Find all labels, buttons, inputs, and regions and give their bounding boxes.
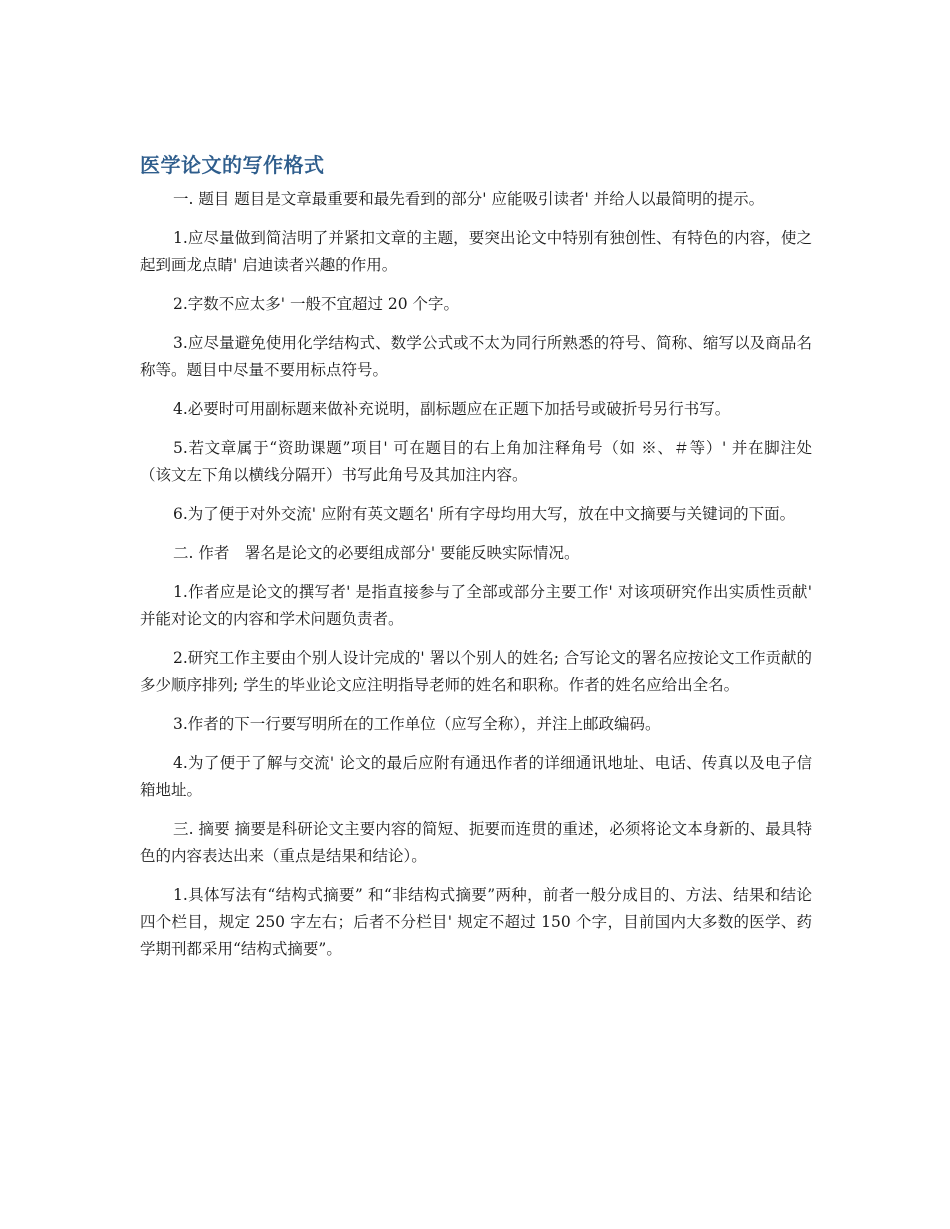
paragraph: 1.作者应是论文的撰写者' 是指直接参与了全部或部分主要工作' 对该项研究作出实质性贡献' 并能对论文的内容和学术问题负责者。	[140, 583, 812, 628]
paragraph: 3.应尽量避免使用化学结构式、数学公式或不太为同行所熟悉的符号、简称、缩写以及商品名称等。题目中尽量不要用标点符号。	[140, 334, 812, 379]
paragraph-section-3-intro: 三. 摘要 摘要是科研论文主要内容的简短、扼要而连贯的重述，必须将论文本身新的、最具特色的内容表达出来（重点是结果和结论）。	[140, 820, 812, 865]
document-title: 医学论文的写作格式	[140, 153, 325, 177]
paragraph: 2.字数不应太多' 一般不宜超过 20 个字。	[173, 295, 460, 313]
paragraph: 3.作者的下一行要写明所在的工作单位（应写全称），并注上邮政编码。	[173, 715, 661, 733]
paragraph-section-2-intro: 二. 作者 署名是论文的必要组成部分' 要能反映实际情况。	[173, 544, 580, 562]
paragraph: 5.若文章属于“资助课题”项目' 可在题目的右上角加注释角号（如 ※、＃等）' 并在脚注处（该文左下角以横线分隔开）书写此角号及其加注内容。	[140, 439, 812, 484]
paragraph-section-1-intro: 一. 题目 题目是文章最重要和最先看到的部分' 应能吸引读者' 并给人以最简明的提示。	[173, 190, 765, 208]
paragraph: 4.必要时可用副标题来做补充说明，副标题应在正题下加括号或破折号另行书写。	[173, 400, 731, 418]
paragraph: 1.具体写法有“结构式摘要” 和“非结构式摘要”两种，前者一般分成目的、方法、结果和结论四个栏目，规定 250 字左右；后者不分栏目' 规定不超过 150 个字，目前国内大多数的医学、药学期刊都采用“结构式摘要”。	[140, 886, 812, 958]
paragraph: 2.研究工作主要由个别人设计完成的' 署以个别人的姓名; 合写论文的署名应按论文工作贡献的多少顺序排列; 学生的毕业论文应注明指导老师的姓名和职称。作者的姓名应给出全名。	[140, 649, 812, 694]
document-body	[140, 150, 812, 975]
paragraph: 4.为了便于了解与交流' 论文的最后应附有通迅作者的详细通讯地址、电话、传真以及电子信箱地址。	[140, 754, 812, 799]
paragraph: 6.为了便于对外交流' 应附有英文题名' 所有字母均用大写，放在中文摘要与关键词的下面。	[173, 505, 796, 523]
paragraph: 1.应尽量做到简洁明了并紧扣文章的主题，要突出论文中特别有独创性、有特色的内容，使之起到画龙点睛' 启迪读者兴趣的作用。	[140, 229, 812, 274]
